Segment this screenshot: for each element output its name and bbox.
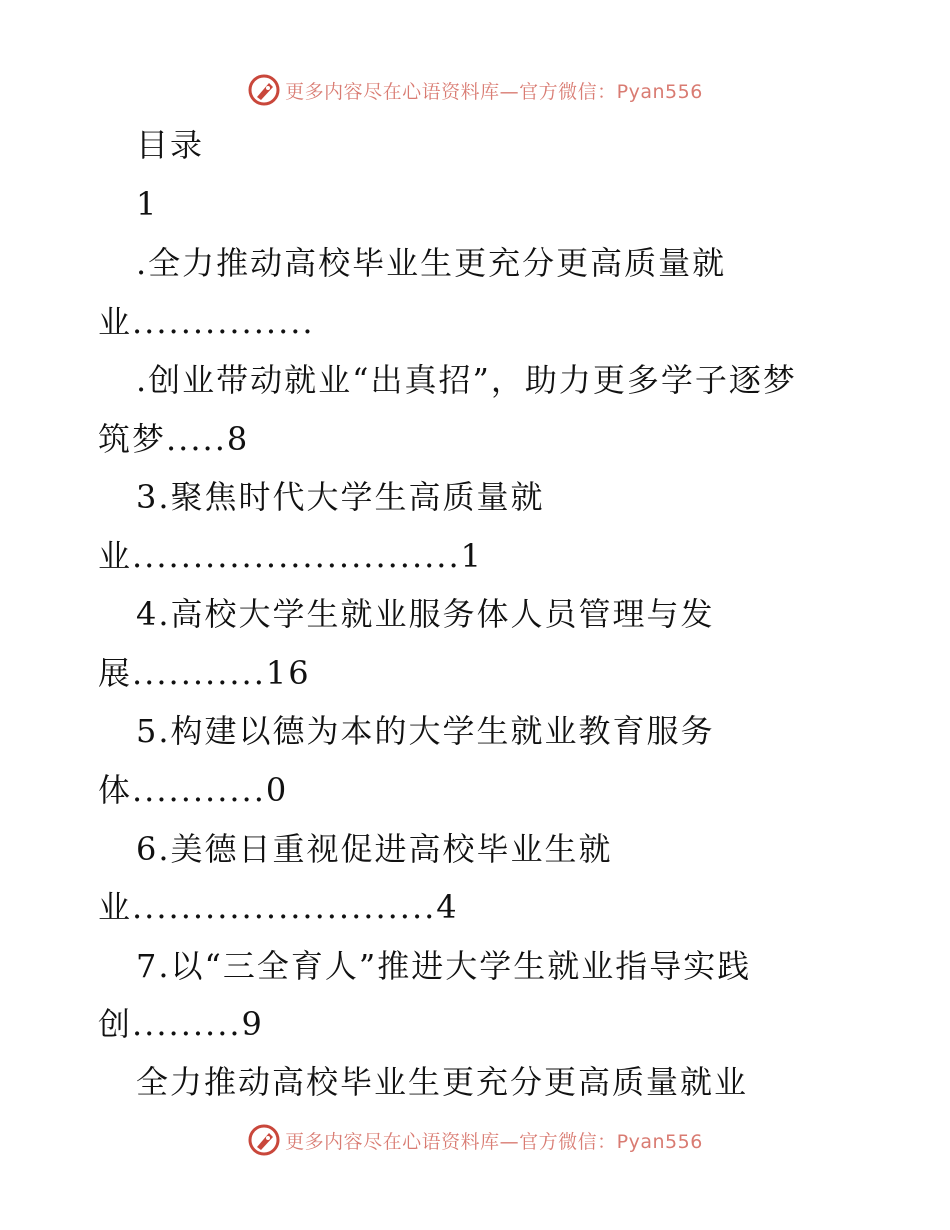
toc-line: 7.以“三全育人”推进大学生就业指导实践 <box>136 947 752 985</box>
header-banner-text: 更多内容尽在心语资料库—官方微信：Pyan556 <box>285 80 703 103</box>
toc-line: 6.美德日重视促进高校毕业生就 <box>136 830 613 868</box>
header-banner <box>0 70 950 110</box>
pen-nib-logo-icon <box>247 73 281 107</box>
toc-line: 3.聚焦时代大学生高质量就 <box>136 478 545 516</box>
toc-line: 体...........0 <box>98 771 289 809</box>
toc-line: 1 <box>136 185 159 223</box>
toc-line: .全力推动高校毕业生更充分更高质量就 <box>136 244 727 282</box>
toc-line: 业...........................1 <box>98 537 484 575</box>
toc-line: .创业带动就业“出真招”，助力更多学子逐梦 <box>136 361 797 399</box>
section-heading: 全力推动高校毕业生更充分更高质量就业 <box>136 1063 749 1101</box>
toc-line: 展...........16 <box>98 654 311 692</box>
footer-banner-text: 更多内容尽在心语资料库—官方微信：Pyan556 <box>285 1130 703 1153</box>
footer-banner <box>0 1120 950 1160</box>
toc-line: 筑梦.....8 <box>98 420 250 458</box>
page-title: 目录 <box>136 126 205 164</box>
toc-line: 4.高校大学生就业服务体人员管理与发 <box>136 595 715 633</box>
toc-line: 创.........9 <box>98 1005 264 1043</box>
pen-nib-logo-icon <box>247 1123 281 1157</box>
toc-line: 业............... <box>98 303 315 341</box>
toc-line: 业.........................4 <box>98 888 459 926</box>
toc-line: 5.构建以德为本的大学生就业教育服务 <box>136 712 715 750</box>
